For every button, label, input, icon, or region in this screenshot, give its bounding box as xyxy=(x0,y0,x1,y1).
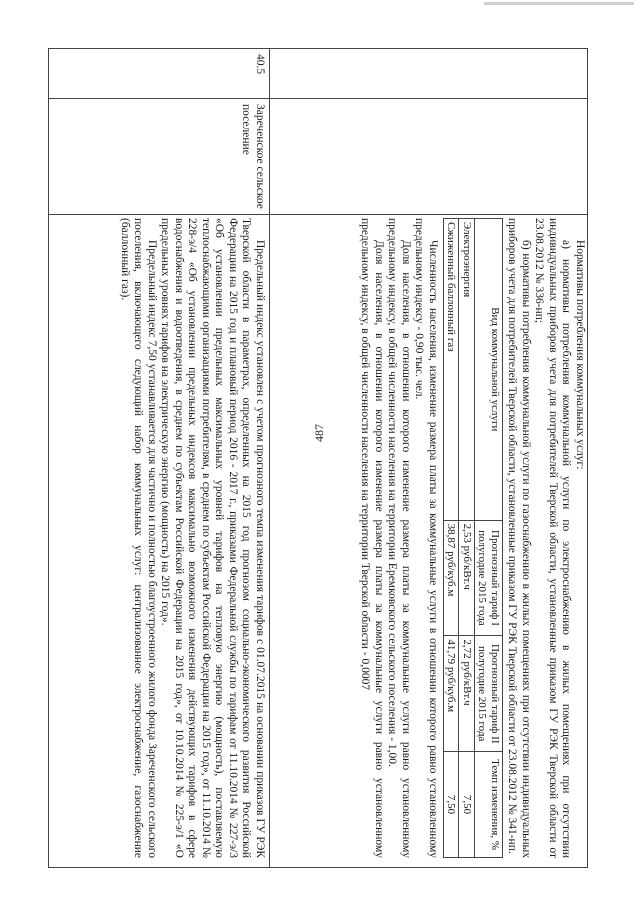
rotated-page xyxy=(48,48,588,868)
paragraph: а) нормативы потребления коммунальной услуги по электроснабжению в жилых помещениях при отсутствии индивидуальных приборов учета для потребителей Тверской области, установленные приказом ГУ РЭК Тверской области от 23.08.2012 № 336-нп; xyxy=(533,218,573,858)
header-cell: Прогнозный тариф I полугодие 2015 года xyxy=(475,520,503,636)
paragraph: б) нормативы потребления коммунальной услуги по газоснабжению в жилых помещениях при отсутствии индивидуальных приборов учета для потребителей Тверской области, установленные приказом ГУ РЭК Тверской области от 23.08.2012 № 341-нп. xyxy=(506,218,532,858)
table-cell: Сжиженный баллонный газ xyxy=(444,219,460,521)
column-divider xyxy=(48,214,588,215)
paragraph: Предельный индекс установлен с учетом прогнозного темпа изменения тарифов с 01.07.2015 на основании приказов ГУ РЭК Тверской области в параметрах, определенных на 2015 год прогнозом социально-экономического развития Российской Федерации на 2015 год и плановый период 2016 - 2017 г., приказами Федеральной службы по тарифам от 11.10.2014 № 227-э/3 «Об установлении предельных максимальных уровней тарифов на тепловую энергию (мощность), поставляемую теплоснабжающими организациями потребителям, в среднем по субъектам Российской Федерации на 2015 год», от 11.10.2014 № 228-э/4 «Об установлении предельных индексов максимально возможного изменения действующих тарифов в сфере водоснабжения и водоотведения, в среднем по субъектам Российской Федерации на 2015 год», от 10.10.2014 № 225-э/1 «О предельных уровнях тарифов на электрическую энергию (мощность) на 2015 год». xyxy=(159,218,266,858)
column-divider xyxy=(48,98,588,99)
row-index: 40.5 xyxy=(254,54,266,75)
page-number: 487 xyxy=(312,424,326,442)
paragraph: Нормативы потребления коммунальных услуг: xyxy=(574,240,586,470)
table-cell: 2,53 руб/кВт.ч xyxy=(459,520,475,636)
paragraph: Численность населения, изменение размера платы за коммунальные услуги в отношении которого равно установленному предельному индексу - 0,90 тыс. чел. xyxy=(413,218,439,858)
table-cell: 7,50 xyxy=(444,752,460,858)
table-cell: 38,87 руб/куб.м xyxy=(444,520,460,636)
table-header-row xyxy=(475,219,503,858)
first-block-content xyxy=(358,218,586,858)
table-cell: 41,79 руб/куб.м xyxy=(444,636,460,752)
second-block-content xyxy=(118,218,267,858)
row-divider xyxy=(269,48,270,868)
paragraph: Доля населения, в отношении которого изменение размера платы за коммунальные услуги равно установленному предельному индексу, в общей численности населения на территории Еремковского сельского поселения - 1,00. xyxy=(386,218,412,858)
paragraph: Предельный индекс 7,50 устанавливается для частично и полностью благоустроенного жилого фонда Зареченского сельского поселения, включающего следующий набор коммунальных услуг: централизованное электроснабжение, газоснабжение (баллонный газ). xyxy=(119,218,158,858)
header-cell: Прогнозный тариф II полугодие 2015 года xyxy=(475,636,503,752)
paragraph: Доля населения, в отношении которого изменение размера платы за коммунальные услуги равно установленному предельному индексу, в общей численности населения на территории Тверской области - 0,0007 xyxy=(359,218,385,858)
scan-edge-strip xyxy=(484,2,634,5)
table-row xyxy=(459,219,475,858)
settlement-name: Зареченское сельское поселение xyxy=(240,104,266,209)
tariff-table xyxy=(443,218,503,858)
header-cell: Темп изменения, % xyxy=(475,752,503,858)
header-cell: Вид коммунальной услуги xyxy=(475,219,503,521)
table-cell: 2,72 руб/кВт.ч xyxy=(459,636,475,752)
table-cell: Электроэнергия xyxy=(459,219,475,521)
table-cell: 7,50 xyxy=(459,752,475,858)
table-row xyxy=(444,219,460,858)
